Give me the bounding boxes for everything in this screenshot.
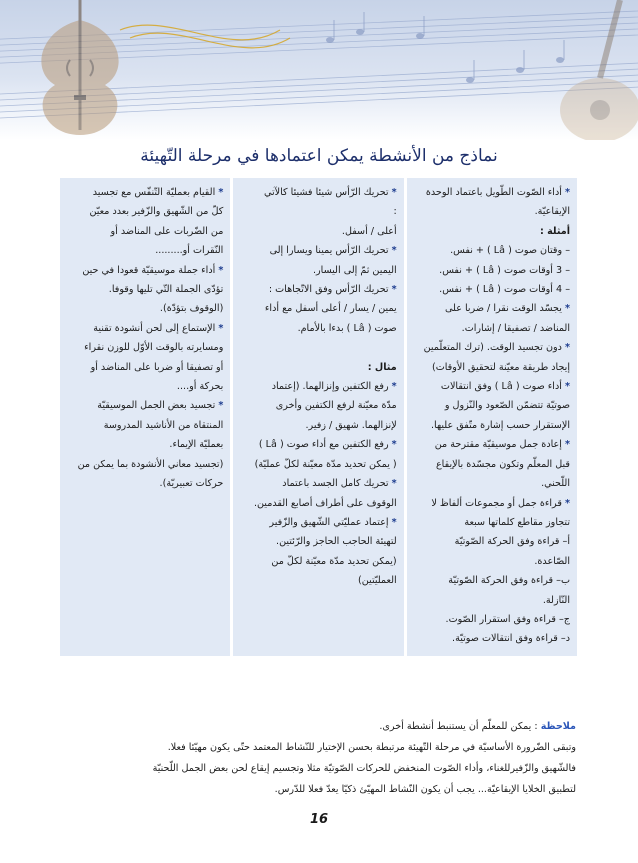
activity-line: تؤدّى الجملة التّي تليها وقوفا. — [108, 284, 224, 296]
activities-column-2 — [233, 178, 403, 656]
activity-line: (يمكن تحديد مدّة معيّنة لكلّ من — [271, 555, 397, 567]
bullet-star-icon: * — [218, 322, 224, 334]
note-section — [62, 716, 576, 800]
activity-line: * تجسيد بعض الجمل الموسيقيّة — [97, 400, 224, 412]
note-label: ملاحظة — [540, 721, 576, 732]
activity-line: الصّاعدة. — [534, 555, 570, 567]
activity-line: * رفع الكتفين مع أداء صوت ( Lâ ) — [258, 439, 397, 451]
activity-line: * تحريك الرّأس شيئا فشيئا كالآتي — [263, 187, 397, 198]
activity-line: تتجاوز مقاطع كلماتها سبعة — [464, 516, 570, 528]
bullet-star-icon: * — [391, 381, 397, 393]
activity-line: أعلى / أسفل. — [341, 225, 397, 237]
activity-line: (الوقوف بتؤدّة). — [159, 303, 224, 315]
bullet-star-icon: * — [391, 284, 397, 296]
bullet-star-icon: * — [564, 187, 570, 198]
bullet-star-icon: * — [218, 187, 224, 198]
note-line: وتبقى الضّرورة الأساسيّة في مرحلة التّهيئة مرتبطة بحسن الإختيار للنّشاط المعتمد حتّى يكون مهيّئا فعلا. — [167, 742, 576, 753]
bullet-star-icon: * — [218, 400, 224, 412]
bullet-star-icon: * — [218, 264, 224, 276]
activity-line: النّقرات أو......... — [155, 245, 224, 257]
activity-line: * أداء صوت ( Lâ ) وفق انتقالات — [440, 381, 570, 393]
activity-line: د– قراءة وفق انتقالات صوتيّة. — [452, 633, 570, 645]
activity-line: من الضّربات على المناضد أو — [110, 225, 224, 237]
activity-line: الإستقرار حسب إشارة متّفق عليها. — [431, 419, 570, 431]
header-sheet-music-background — [0, 0, 638, 140]
bullet-star-icon: * — [391, 516, 397, 528]
note-line: فالشّهيق والزّفيرللغناء، وأداء الصّوت المنخفض للحركات الصّوتيّة مثلا وتجسيم إيقاع لحن بعض الجمل اللّحنيّة — [152, 763, 576, 774]
activity-line: – 3 أوقات صوت ( Lâ ) + نفس. — [439, 264, 570, 276]
activity-line: لتهيئة الحاجب الحاجز والرّئتين. — [276, 536, 397, 548]
activity-line: بحركة أو.... — [176, 381, 224, 393]
activities-column-1 — [407, 178, 577, 656]
activity-line: * دون تجسيد الوقت. (ترك المتعلّمين — [423, 342, 570, 354]
activity-line: النّازلة. — [542, 594, 570, 606]
activity-line: المنتقاة من الأناشيد المدروسة — [103, 419, 224, 431]
activity-line: اليمين ثمّ إلى اليسار. — [313, 264, 397, 276]
activity-line: : — [393, 206, 397, 218]
activity-line: * قراءة جمل أو مجموعات ألفاظ لا — [431, 497, 570, 509]
activity-line: اللّحني. — [541, 478, 570, 490]
activity-line: أمثلة : — [539, 225, 570, 237]
note-separator: : — [531, 721, 541, 732]
activity-line: صوت ( Lâ ) بدءا بالأمام. — [297, 322, 397, 334]
activity-line: يمين / يسار / أعلى أسفل مع أداء — [264, 303, 397, 315]
bullet-star-icon: * — [391, 245, 397, 257]
activity-line: * أداء جملة موسيقيّة قعودا في حين — [82, 264, 224, 276]
activity-line: * إعتماد عمليّتي الشّهيق والزّفير — [269, 516, 397, 528]
activity-line: * القيام بعمليّة التّنفّس مع تجسيد — [92, 187, 224, 198]
activity-line: المناضد / تصفيقا / إشارات. — [461, 322, 570, 334]
activity-line: – وقتان صوت ( Lâ ) + نفس. — [450, 245, 570, 257]
activity-line: ج– قراءة وفق استقرار الصّوت. — [445, 613, 570, 625]
note-line: لتطبيق الخلايا الإيقاعيّة... يجب أن يكون النّشاط المهيّئ ذكيّا يعدّ فعلا للدّرس. — [274, 784, 576, 795]
activity-line: الإيقاعيّة. — [534, 206, 570, 218]
sheet-music-illustration — [0, 0, 638, 140]
activity-line: * رفع الكتفين وإنزالهما. (إعتماد — [271, 381, 397, 393]
activity-line: أو تصفيقا أو ضربا على المناضد أو — [90, 361, 224, 373]
bullet-star-icon: * — [391, 439, 397, 451]
activity-line: * إعادة جمل موسيقيّة مقترحة من — [434, 439, 570, 451]
activity-line: * تحريك الرّأس وفق الاتّجاهات : — [268, 284, 397, 296]
activity-line: * تحريك كامل الجسد باعتماد — [282, 478, 397, 490]
bullet-star-icon: * — [564, 342, 570, 354]
activities-table — [60, 178, 577, 656]
note-first-text: يمكن للمعلّم أن يستنبط أنشطة أخرى. — [379, 721, 532, 732]
activity-line — [240, 338, 396, 357]
activity-line: العمليّتين) — [358, 575, 397, 587]
note-first-line — [62, 716, 576, 737]
activity-line: إيجاد طريقة معيّنة لتحقيق الأوقات) — [431, 361, 570, 373]
activity-line: ( يمكن تحديد مدّة معيّنة لكلّ عمليّة) — [254, 458, 397, 470]
activity-line: * الإستماع إلى لحن أنشودة تقنية — [93, 322, 224, 334]
bullet-star-icon: * — [564, 303, 570, 315]
bullet-star-icon: * — [391, 187, 397, 198]
activity-line: * يجسّد الوقت نقرا / ضربا على — [445, 303, 570, 315]
activities-column-3 — [60, 178, 230, 656]
activity-line: مدّة معيّنة لرفع الكتفين وأخرى — [275, 400, 397, 412]
bullet-star-icon: * — [391, 478, 397, 490]
bullet-star-icon: * — [564, 381, 570, 393]
bullet-star-icon: * — [564, 497, 570, 509]
violin-icon — [41, 0, 118, 135]
activity-line: الوقوف على أطراف أصابع القدمين. — [253, 497, 397, 509]
activity-line: بعمليّة الإيماء. — [169, 439, 224, 451]
activity-line: أ– قراءة وفق الحركة الصّوتيّة — [454, 536, 570, 548]
activity-line: كلّ من الشّهيق والزّفير بعدد معيّن — [89, 206, 224, 218]
activity-line: قبل المعلّم وتكون مجسّدة بالإيقاع — [435, 458, 570, 470]
activity-line: * تحريك الرّأس يمينا ويسارا إلى — [269, 245, 397, 257]
activity-line: (تجسيد معاني الأنشودة بما يمكن من — [77, 458, 224, 470]
page-title: نماذج من الأنشطة يمكن اعتمادها في مرحلة التّهيئة — [140, 146, 498, 166]
activity-line: لإنزالهما. شهيق / زفير. — [305, 419, 397, 431]
activity-line: حركات تعبيريّة). — [159, 478, 224, 490]
activity-line: صوتيّة تتضمّن الصّعود والنّزول و — [444, 400, 570, 412]
activity-line: ب– قراءة وفق الحركة الصّوتيّة — [448, 575, 570, 587]
page-number: 16 — [309, 812, 329, 827]
activity-line: * أداء الصّوت الطّويل باعتماد الوحدة — [425, 187, 570, 198]
activity-line: – 4 أوقات صوت ( Lâ ) + نفس. — [439, 284, 570, 296]
activity-line: ومسايرته بالوقت الأوّل للوزن نقراء — [84, 342, 224, 354]
bullet-star-icon: * — [564, 439, 570, 451]
activity-line: مثال : — [367, 361, 397, 373]
